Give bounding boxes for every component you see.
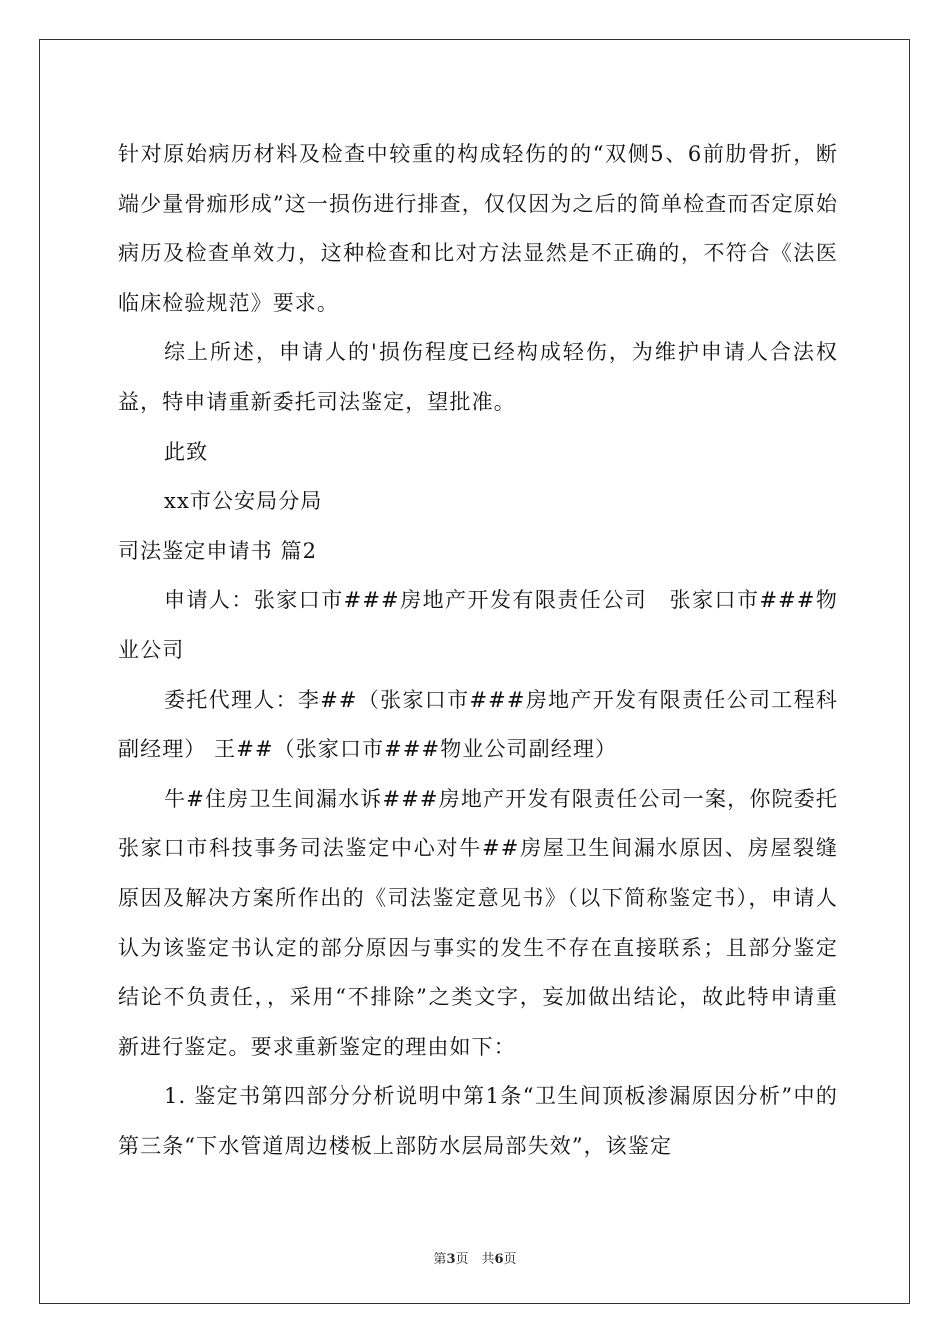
footer-page-current: 3: [446, 1252, 456, 1267]
footer-page-total: 6: [494, 1252, 504, 1267]
footer-end: 页: [503, 1252, 517, 1267]
paragraph-2: 综上所述，申请人的'损伤程度已经构成轻伤，为维护申请人合法权益，特申请重新委托司法鉴定，望批准。: [118, 340, 838, 414]
paragraph-applicant: 申请人：张家口市###房地产开发有限责任公司 张家口市###物业公司: [118, 588, 838, 662]
paragraph-salutation: 此致: [164, 439, 209, 464]
paragraph-case: 牛#住房卫生间漏水诉###房地产开发有限责任公司一案，你院委托张家口市科技事务司法鉴定中心对牛##房屋卫生间漏水原因、房屋裂缝原因及解决方案所作出的《司法鉴定意见书》（以下简称鉴定书），申请人认为该鉴定书认定的部分原因与事实的发生不存在直接联系；且部分鉴定结论不负责任，，采用“不排除”之类文字，妄加做出结论，故此特申请重新进行鉴定。要求重新鉴定的理由如下：: [118, 786, 838, 1059]
page-footer: [0, 1248, 950, 1267]
paragraph-agent: 委托代理人：李##（张家口市###房地产开发有限责任公司工程科副经理） 王##（张家口市###物业公司副经理）: [118, 687, 838, 762]
document-body: [118, 130, 838, 1171]
paragraph-1: 针对原始病历材料及检查中较重的构成轻伤的的“双侧5、6前肋骨折，断端少量骨痂形成”这一损伤进行排查，仅仅因为之后的简单检查而否定原始病历及检查单效力，这种检查和比对方法显然是不正确的，不符合《法医临床检验规范》要求。: [118, 142, 838, 315]
footer-prefix: 第: [433, 1252, 447, 1267]
paragraph-recipient: xx市公安局分局: [164, 489, 323, 514]
footer-middle: 页 共: [455, 1252, 495, 1267]
paragraph-reason-1: 1. 鉴定书第四部分分析说明中第1条“卫生间顶板渗漏原因分析”中的第三条“下水管道周边楼板上部防水层局部失效”，该鉴定: [118, 1084, 838, 1158]
section-title: 司法鉴定申请书 篇2: [118, 538, 318, 563]
